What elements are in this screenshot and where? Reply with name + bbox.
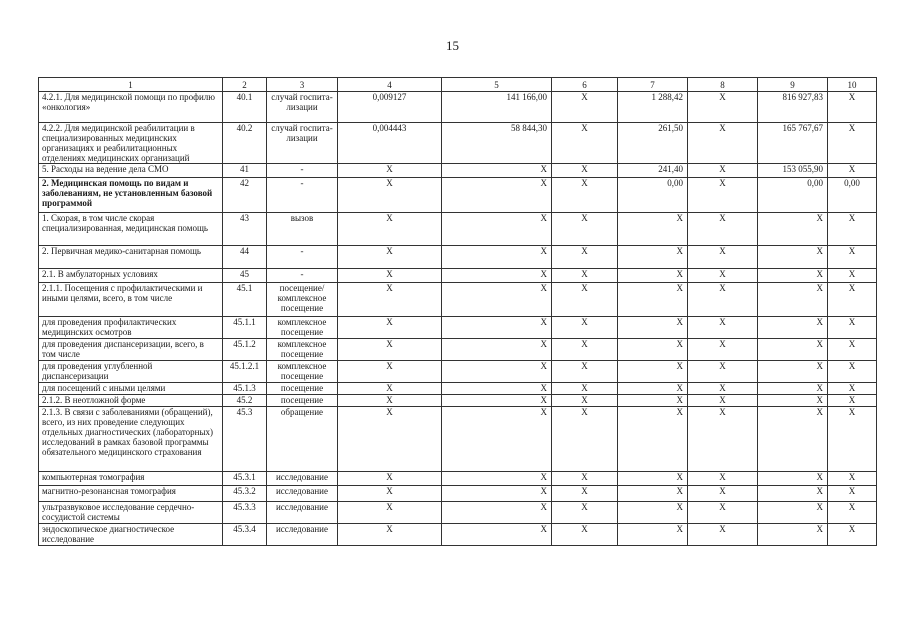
table-cell-col-10: X <box>828 317 877 339</box>
table-cell-col-6: X <box>552 178 618 213</box>
header-row <box>39 78 877 92</box>
table-cell-col-7: X <box>618 472 688 486</box>
table-cell-col-5: X <box>442 383 552 395</box>
table-cell-col-3: комплексное посещение <box>267 361 338 383</box>
table-cell-col-10: X <box>828 395 877 407</box>
column-header-4: 4 <box>338 78 442 92</box>
table-cell-col-6: X <box>552 472 618 486</box>
column-header-3: 3 <box>267 78 338 92</box>
table-cell-col-8: X <box>688 246 758 269</box>
table-row <box>39 283 877 317</box>
table-cell-col-5: X <box>442 407 552 472</box>
row-name-cell: 2. Первичная медико-санитарная помощь <box>39 246 223 269</box>
table-row <box>39 361 877 383</box>
table-cell-col-3: вызов <box>267 213 338 246</box>
table-cell-col-4: X <box>338 502 442 524</box>
table-cell-col-4: 0,004443 <box>338 123 442 164</box>
table-cell-col-10: X <box>828 246 877 269</box>
table-cell-col-3: случай госпита-лизации <box>267 92 338 123</box>
table-cell-col-7: 0,00 <box>618 178 688 213</box>
table-cell-col-5: X <box>442 486 552 502</box>
column-header-7: 7 <box>618 78 688 92</box>
table-cell-col-7: X <box>618 502 688 524</box>
table-row <box>39 395 877 407</box>
table-cell-col-10: X <box>828 213 877 246</box>
column-header-1: 1 <box>39 78 223 92</box>
table-cell-col-6: X <box>552 269 618 283</box>
table-row <box>39 383 877 395</box>
table-cell-col-8: X <box>688 407 758 472</box>
table-cell-col-8: X <box>688 178 758 213</box>
table-cell-col-10: X <box>828 502 877 524</box>
table-cell-col-8: X <box>688 213 758 246</box>
table-row <box>39 407 877 472</box>
table-cell-col-4: X <box>338 269 442 283</box>
table-cell-col-9: X <box>758 472 828 486</box>
table-cell-col-2: 42 <box>223 178 267 213</box>
table-cell-col-8: X <box>688 164 758 178</box>
table-cell-col-10: X <box>828 92 877 123</box>
table-cell-col-4: X <box>338 339 442 361</box>
table-cell-col-6: X <box>552 339 618 361</box>
table-cell-col-6: X <box>552 395 618 407</box>
table-cell-col-2: 45.3.3 <box>223 502 267 524</box>
table-cell-col-2: 44 <box>223 246 267 269</box>
table-cell-col-6: X <box>552 486 618 502</box>
table-cell-col-4: X <box>338 178 442 213</box>
table-cell-col-9: X <box>758 246 828 269</box>
table-cell-col-5: X <box>442 472 552 486</box>
table-cell-col-8: X <box>688 383 758 395</box>
table-cell-col-9: 816 927,83 <box>758 92 828 123</box>
table-cell-col-3: комплексное посещение <box>267 317 338 339</box>
row-name-cell: для проведения углубленной диспансеризации <box>39 361 223 383</box>
table-cell-col-9: X <box>758 361 828 383</box>
table-cell-col-5: X <box>442 339 552 361</box>
table-cell-col-6: X <box>552 213 618 246</box>
table-cell-col-4: X <box>338 486 442 502</box>
row-name-cell: магнитно-резонансная томография <box>39 486 223 502</box>
table-cell-col-2: 45.1.2 <box>223 339 267 361</box>
table-cell-col-2: 45.3.4 <box>223 524 267 546</box>
table-cell-col-4: X <box>338 246 442 269</box>
table-cell-col-9: X <box>758 283 828 317</box>
table-row <box>39 123 877 164</box>
table-cell-col-5: X <box>442 213 552 246</box>
table-cell-col-5: X <box>442 283 552 317</box>
table-row <box>39 317 877 339</box>
table-cell-col-6: X <box>552 123 618 164</box>
table-cell-col-7: 1 288,42 <box>618 92 688 123</box>
table-cell-col-10: X <box>828 361 877 383</box>
table-cell-col-6: X <box>552 246 618 269</box>
table-cell-col-5: X <box>442 269 552 283</box>
table-cell-col-6: X <box>552 502 618 524</box>
table-cell-col-2: 45.1.2.1 <box>223 361 267 383</box>
table-cell-col-5: X <box>442 178 552 213</box>
row-name-cell: эндоскопическое диагностическое исследование <box>39 524 223 546</box>
table-row <box>39 92 877 123</box>
table-cell-col-8: X <box>688 269 758 283</box>
table-cell-col-3: случай госпита-лизации <box>267 123 338 164</box>
table-cell-col-5: X <box>442 317 552 339</box>
table-cell-col-3: посещение <box>267 383 338 395</box>
table-cell-col-6: X <box>552 361 618 383</box>
row-name-cell: 4.2.2. Для медицинской реабилитации в специализированных медицинских организациях и реабилитационных отделениях медицинских организаций <box>39 123 223 164</box>
table-cell-col-3: - <box>267 164 338 178</box>
table-cell-col-10: X <box>828 123 877 164</box>
main-table <box>38 77 877 546</box>
table-cell-col-7: 261,50 <box>618 123 688 164</box>
table-cell-col-3: посещение/ комплексное посещение <box>267 283 338 317</box>
table-cell-col-8: X <box>688 361 758 383</box>
table-cell-col-10: X <box>828 383 877 395</box>
table-cell-col-8: X <box>688 395 758 407</box>
table-cell-col-3: - <box>267 246 338 269</box>
table-cell-col-4: X <box>338 395 442 407</box>
table-cell-col-10: X <box>828 339 877 361</box>
table-cell-col-5: 141 166,00 <box>442 92 552 123</box>
table-cell-col-4: X <box>338 524 442 546</box>
column-header-9: 9 <box>758 78 828 92</box>
table-cell-col-3: обращение <box>267 407 338 472</box>
table-cell-col-7: X <box>618 283 688 317</box>
table-cell-col-3: исследование <box>267 486 338 502</box>
table-cell-col-7: X <box>618 395 688 407</box>
table-cell-col-3: - <box>267 269 338 283</box>
table-row <box>39 269 877 283</box>
table-cell-col-3: исследование <box>267 472 338 486</box>
table-row <box>39 246 877 269</box>
row-name-cell: 2.1. В амбулаторных условиях <box>39 269 223 283</box>
table-cell-col-7: X <box>618 269 688 283</box>
table-row <box>39 502 877 524</box>
row-name-cell: для посещений с иными целями <box>39 383 223 395</box>
table-cell-col-5: X <box>442 164 552 178</box>
table-cell-col-2: 45.1.3 <box>223 383 267 395</box>
table-row <box>39 178 877 213</box>
table-row <box>39 213 877 246</box>
table-cell-col-4: X <box>338 383 442 395</box>
table-cell-col-7: X <box>618 339 688 361</box>
table-cell-col-10: X <box>828 269 877 283</box>
table-cell-col-9: X <box>758 486 828 502</box>
table-cell-col-8: X <box>688 339 758 361</box>
row-name-cell: 4.2.1. Для медицинской помощи по профилю «онкология» <box>39 92 223 123</box>
table-cell-col-6: X <box>552 383 618 395</box>
table-cell-col-4: X <box>338 472 442 486</box>
table-row <box>39 524 877 546</box>
table-cell-col-2: 43 <box>223 213 267 246</box>
table-cell-col-8: X <box>688 317 758 339</box>
table-cell-col-10: X <box>828 283 877 317</box>
table-cell-col-10: X <box>828 524 877 546</box>
table-cell-col-9: X <box>758 269 828 283</box>
table-cell-col-3: - <box>267 178 338 213</box>
table-cell-col-5: X <box>442 502 552 524</box>
table-cell-col-2: 45.1 <box>223 283 267 317</box>
column-header-5: 5 <box>442 78 552 92</box>
table-cell-col-7: X <box>618 213 688 246</box>
row-name-cell: для проведения профилактических медицинских осмотров <box>39 317 223 339</box>
table-cell-col-6: X <box>552 317 618 339</box>
table-cell-col-10: X <box>828 407 877 472</box>
table-cell-col-4: X <box>338 361 442 383</box>
table-cell-col-9: 165 767,67 <box>758 123 828 164</box>
table-cell-col-9: X <box>758 383 828 395</box>
row-name-cell: 2. Медицинская помощь по видам и заболеваниям, не установленным базовой программой <box>39 178 223 213</box>
table-cell-col-9: X <box>758 339 828 361</box>
table-row <box>39 472 877 486</box>
row-name-cell: для проведения диспансеризации, всего, в том числе <box>39 339 223 361</box>
column-header-10: 10 <box>828 78 877 92</box>
row-name-cell: 2.1.2. В неотложной форме <box>39 395 223 407</box>
table-cell-col-6: X <box>552 524 618 546</box>
table-cell-col-3: комплексное посещение <box>267 339 338 361</box>
table-cell-col-6: X <box>552 407 618 472</box>
table-cell-col-5: X <box>442 395 552 407</box>
table-cell-col-2: 45.3.2 <box>223 486 267 502</box>
table-cell-col-10: 0,00 <box>828 178 877 213</box>
row-name-cell: 2.1.3. В связи с заболеваниями (обращений), всего, из них проведение следующих отдельных диагностических (лабораторных) исследований в рамках базовой программы обязательного медицинского страхования <box>39 407 223 472</box>
table-cell-col-8: X <box>688 92 758 123</box>
table-cell-col-4: X <box>338 407 442 472</box>
column-header-6: 6 <box>552 78 618 92</box>
table-cell-col-10: X <box>828 164 877 178</box>
table-cell-col-9: X <box>758 524 828 546</box>
table-cell-col-10: X <box>828 472 877 486</box>
table-cell-col-5: 58 844,30 <box>442 123 552 164</box>
table-cell-col-4: 0,009127 <box>338 92 442 123</box>
table-cell-col-7: X <box>618 486 688 502</box>
table-cell-col-6: X <box>552 92 618 123</box>
table-cell-col-7: X <box>618 407 688 472</box>
table-cell-col-7: X <box>618 246 688 269</box>
table-cell-col-8: X <box>688 123 758 164</box>
table-cell-col-4: X <box>338 164 442 178</box>
column-header-2: 2 <box>223 78 267 92</box>
table-cell-col-3: посещение <box>267 395 338 407</box>
table-body <box>39 92 877 546</box>
table-cell-col-2: 40.2 <box>223 123 267 164</box>
row-name-cell: компьютерная томография <box>39 472 223 486</box>
table-cell-col-4: X <box>338 213 442 246</box>
table-cell-col-3: исследование <box>267 502 338 524</box>
row-name-cell: ультразвуковое исследование сердечно-сосудистой системы <box>39 502 223 524</box>
table-cell-col-10: X <box>828 486 877 502</box>
table-cell-col-6: X <box>552 164 618 178</box>
table-cell-col-7: X <box>618 383 688 395</box>
table-cell-col-9: 153 055,90 <box>758 164 828 178</box>
table-cell-col-2: 45.3 <box>223 407 267 472</box>
table-cell-col-7: X <box>618 524 688 546</box>
row-name-cell: 1. Скорая, в том числе скорая специализированная, медицинская помощь <box>39 213 223 246</box>
table-cell-col-2: 45.2 <box>223 395 267 407</box>
table-cell-col-8: X <box>688 472 758 486</box>
table-cell-col-7: X <box>618 317 688 339</box>
table-cell-col-9: 0,00 <box>758 178 828 213</box>
row-name-cell: 2.1.1. Посещения с профилактическими и иными целями, всего, в том числе <box>39 283 223 317</box>
table-cell-col-5: X <box>442 361 552 383</box>
table-cell-col-2: 40.1 <box>223 92 267 123</box>
table-cell-col-9: X <box>758 213 828 246</box>
table-cell-col-9: X <box>758 317 828 339</box>
table-cell-col-4: X <box>338 317 442 339</box>
table-cell-col-8: X <box>688 502 758 524</box>
table-cell-col-8: X <box>688 283 758 317</box>
page-number: 15 <box>446 38 459 53</box>
column-header-8: 8 <box>688 78 758 92</box>
table-cell-col-2: 41 <box>223 164 267 178</box>
table-row <box>39 164 877 178</box>
table-row <box>39 486 877 502</box>
table-cell-col-2: 45.3.1 <box>223 472 267 486</box>
table-cell-col-4: X <box>338 283 442 317</box>
row-name-cell: 5. Расходы на ведение дела СМО <box>39 164 223 178</box>
table-cell-col-5: X <box>442 524 552 546</box>
table-cell-col-2: 45.1.1 <box>223 317 267 339</box>
table-cell-col-8: X <box>688 524 758 546</box>
table-row <box>39 339 877 361</box>
table-cell-col-5: X <box>442 246 552 269</box>
table-cell-col-2: 45 <box>223 269 267 283</box>
table-cell-col-9: X <box>758 502 828 524</box>
table-cell-col-9: X <box>758 395 828 407</box>
table-cell-col-6: X <box>552 283 618 317</box>
table-cell-col-8: X <box>688 486 758 502</box>
table-cell-col-9: X <box>758 407 828 472</box>
table-cell-col-7: X <box>618 361 688 383</box>
table-cell-col-3: исследование <box>267 524 338 546</box>
table-cell-col-7: 241,40 <box>618 164 688 178</box>
